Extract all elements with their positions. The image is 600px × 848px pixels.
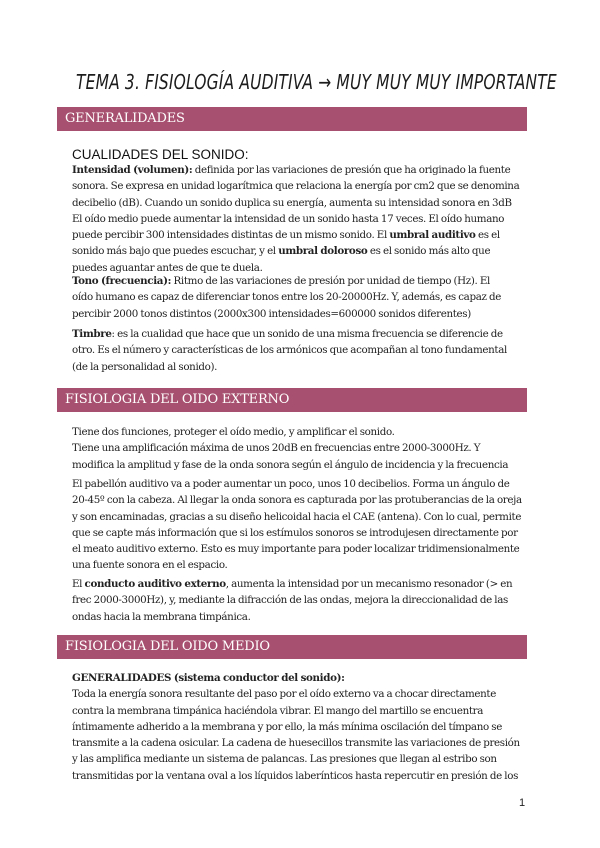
term-timbre: Timbre bbox=[72, 328, 112, 340]
paragraph-medio-generalidades: GENERALIDADES (sistema conductor del sonido): Toda la energía sonora resultante del paso por el oído externo va a chocar directamente contra la membrana timpánica haciéndola vibrar. El mango del martillo se encuentra íntimamente adherido a la membrana y por ello, la más mínima oscilación del tímpano se transmite a la cadena osicular. La cadena de huesecillos transmite las variaciones de presión y las amplifica mediante un sistema de palancas. Las presiones que llegan al estribo son transmitidas por la ventana oval a los líquidos laberínticos hasta repercutir en presión de los bbox=[72, 672, 520, 782]
paragraph-intensidad: Intensidad (volumen): definida por las variaciones de presión que ha originado la fuente sonora. Se expresa en unidad logarítmica que relaciona la energía por cm2 que se denomina decibelio (dB). Cuando un sonido duplica su energía, aumenta su intensidad sonora en 3dB El oído medio puede aumentar la intensidad de un sonido hasta 17 veces. El oído humano puede percibir 300 intensidades distintas de un mismo sonido. El umbral auditivo es el sonido más bajo que puedes escuchar, y el umbral doloroso es el sonido más alto que puedes aguantar antes de que te duela. bbox=[72, 164, 520, 274]
term-conducto-auditivo-externo: conducto auditivo externo bbox=[84, 578, 226, 590]
paragraph-tono: Tono (frecuencia): Ritmo de las variaciones de presión por unidad de tiempo (Hz). El oído humano es capaz de diferenciar tonos entre los 20-20000Hz. Y, además, es capaz de percibir 2000 tonos distintos (2000x300 intensidades=600000 sonidos diferentes) bbox=[72, 275, 501, 320]
section-heading-oido-medio: FISIOLOGIA DEL OIDO MEDIO bbox=[57, 635, 527, 659]
term-intensidad: Intensidad (volumen): bbox=[72, 164, 193, 176]
page-number: 1 bbox=[519, 797, 526, 809]
paragraph-conducto-auditivo: El conducto auditivo externo, aumenta la intensidad por un mecanismo resonador (> en frec 2000-3000Hz), y, mediante la difracción de las ondas, mejora la direccionalidad de las ondas hacia la membrana timpánica. bbox=[72, 578, 513, 623]
term-umbral-doloroso: umbral doloroso bbox=[278, 245, 368, 258]
section-heading-oido-externo: FISIOLOGIA DEL OIDO EXTERNO bbox=[57, 388, 527, 412]
term-tono: Tono (frecuencia): bbox=[72, 275, 172, 287]
section-heading-generalidades: GENERALIDADES bbox=[57, 107, 527, 131]
medio-subheading: GENERALIDADES (sistema conductor del sonido): bbox=[72, 672, 345, 684]
paragraph-externo-funciones: Tiene dos funciones, proteger el oído medio, y amplificar el sonido. Tiene una amplificación máxima de unos 20dB en frecuencias entre 2000-3000Hz. Y modifica la amplitud y fase de la onda sonora según el ángulo de incidencia y la frecuencia bbox=[72, 426, 509, 471]
paragraph-timbre: Timbre: es la cualidad que hace que un sonido de una misma frecuencia se diferencie de otro. Es el número y características de los armónicos que acompañan al tono fundamental (de la personalidad al sonido). bbox=[72, 328, 507, 373]
cualidades-heading: CUALIDADES DEL SONIDO: bbox=[72, 147, 249, 162]
term-umbral-auditivo: umbral auditivo bbox=[389, 229, 476, 242]
document-title: TEMA 3. FISIOLOGÍA AUDITIVA → MUY MUY MUY IMPORTANTE bbox=[76, 70, 557, 94]
paragraph-pabellon-auditivo: El pabellón auditivo va a poder aumentar un poco, unos 10 decibelios. Forma un ángulo de 20-45º con la cabeza. Al llegar la onda sonora es capturada por las protuberancias de la oreja y son encaminadas, gracias a su diseño helicoidal hacia el CAE (antena). Con lo cual, permite que se capte más información que si los estímulos sonoros se introdujesen directamente por el meato auditivo externo. Esto es muy importante para poder localizar tridimensionalmente una fuente sonora en el espacio. bbox=[72, 478, 522, 572]
